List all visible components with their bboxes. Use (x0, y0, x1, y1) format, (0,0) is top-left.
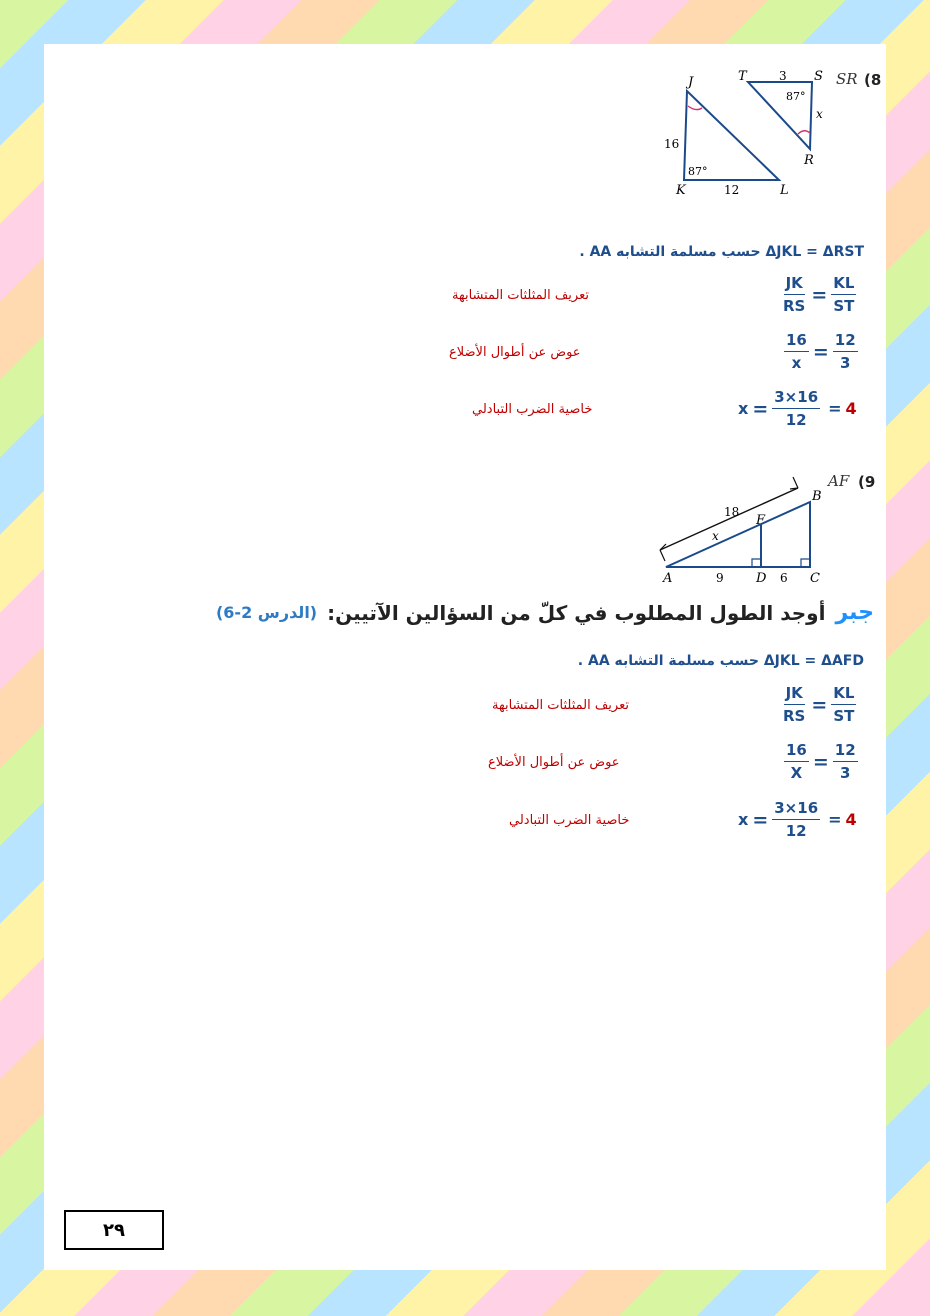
lesson-reference: (الدرس 2-6) (215, 603, 318, 622)
fraction: $\frac{12}{3}$ (834, 741, 856, 782)
fraction: $\frac{3\times 16}{12}$ (774, 388, 819, 429)
q9-step3-solution: x = $\frac{3\times 16}{12}$ = 4 (738, 799, 857, 840)
q9-step2-reason: عوض عن أطوال الأضلاع (488, 755, 620, 770)
q8-step2-reason: عوض عن أطوال الأضلاع (449, 345, 581, 360)
section-heading (216, 600, 874, 625)
vertex-k: K (676, 183, 686, 198)
worksheet-page (44, 44, 886, 1270)
q8-similarity-statement: ΔJKL = ΔRST حسب مسلمة التشابه AA . (579, 244, 864, 260)
angle-s-label: 87° (786, 90, 806, 103)
q9-step3-reason: خاصية الضرب التبادلي (509, 813, 630, 828)
q8-step3-solution: x = $\frac{3\times 16}{12}$ = 4 (738, 388, 857, 429)
solution-result: = 4 (828, 399, 857, 418)
algebra-tag: جبر (835, 600, 874, 625)
side-ts-label: 3 (779, 69, 787, 83)
vertex-b: B (812, 489, 822, 504)
q9-step2-proportion: $\frac{16}{X}$ = $\frac{12}{3}$ (786, 741, 856, 782)
vertex-a: A (663, 571, 673, 586)
question-9-label: AF (828, 472, 850, 490)
q8-step1-reason: تعريف المثلثات المتشابهة (452, 288, 589, 303)
side-kl-label: 12 (724, 183, 740, 197)
fraction: $\frac{16}{X}$ (786, 741, 807, 782)
fraction: $\frac{12}{3}$ (834, 331, 856, 372)
q8-step1-proportion: $\frac{JK}{RS}$ = $\frac{KL}{ST}$ (783, 274, 855, 315)
side-sr-label: x (816, 107, 823, 121)
q9-similarity-statement: ΔJKL = ΔAFD حسب مسلمة التشابه AA . (577, 653, 864, 669)
fraction: $\frac{KL}{ST}$ (833, 684, 855, 725)
triangles-jkl-rst-figure (662, 66, 862, 201)
side-ad-label: 9 (716, 571, 724, 585)
q8-step3-reason: خاصية الضرب التبادلي (472, 402, 593, 417)
angle-k-label: 87° (688, 165, 708, 178)
side-af-label: x (712, 529, 719, 543)
side-dc-label: 6 (780, 571, 788, 585)
side-jk-label: 16 (664, 137, 680, 151)
question-8-number: (8 (864, 71, 882, 89)
vertex-d: D (756, 571, 767, 586)
vertex-l: L (780, 183, 789, 198)
vertex-r: R (804, 153, 814, 168)
vertex-f: F (756, 513, 766, 528)
fraction: $\frac{KL}{ST}$ (833, 274, 855, 315)
heading-text: أوجد الطول المطلوب في كلّ من السؤالين الآتيين: (327, 600, 826, 625)
fraction: $\frac{JK}{RS}$ (783, 274, 806, 315)
fraction: $\frac{JK}{RS}$ (783, 684, 806, 725)
side-ab-label: 18 (724, 505, 740, 519)
q9-step1-reason: تعريف المثلثات المتشابهة (492, 698, 629, 713)
q8-step2-proportion: $\frac{16}{x}$ = $\frac{12}{3}$ (786, 331, 856, 372)
vertex-j: J (688, 75, 694, 90)
solution-result: = 4 (828, 810, 857, 829)
page-number: ٢٩ (103, 1219, 125, 1241)
question-8-label: SR (836, 70, 858, 88)
page-number-box (64, 1210, 164, 1250)
vertex-t: T (738, 69, 747, 84)
vertex-s: S (814, 69, 823, 84)
triangles-abc-afd-figure (644, 464, 834, 586)
question-9-number: (9 (858, 473, 876, 491)
fraction: $\frac{16}{x}$ (786, 331, 807, 372)
vertex-c: C (810, 571, 820, 586)
q9-step1-proportion: $\frac{JK}{RS}$ = $\frac{KL}{ST}$ (783, 684, 855, 725)
fraction: $\frac{3\times 16}{12}$ (774, 799, 819, 840)
